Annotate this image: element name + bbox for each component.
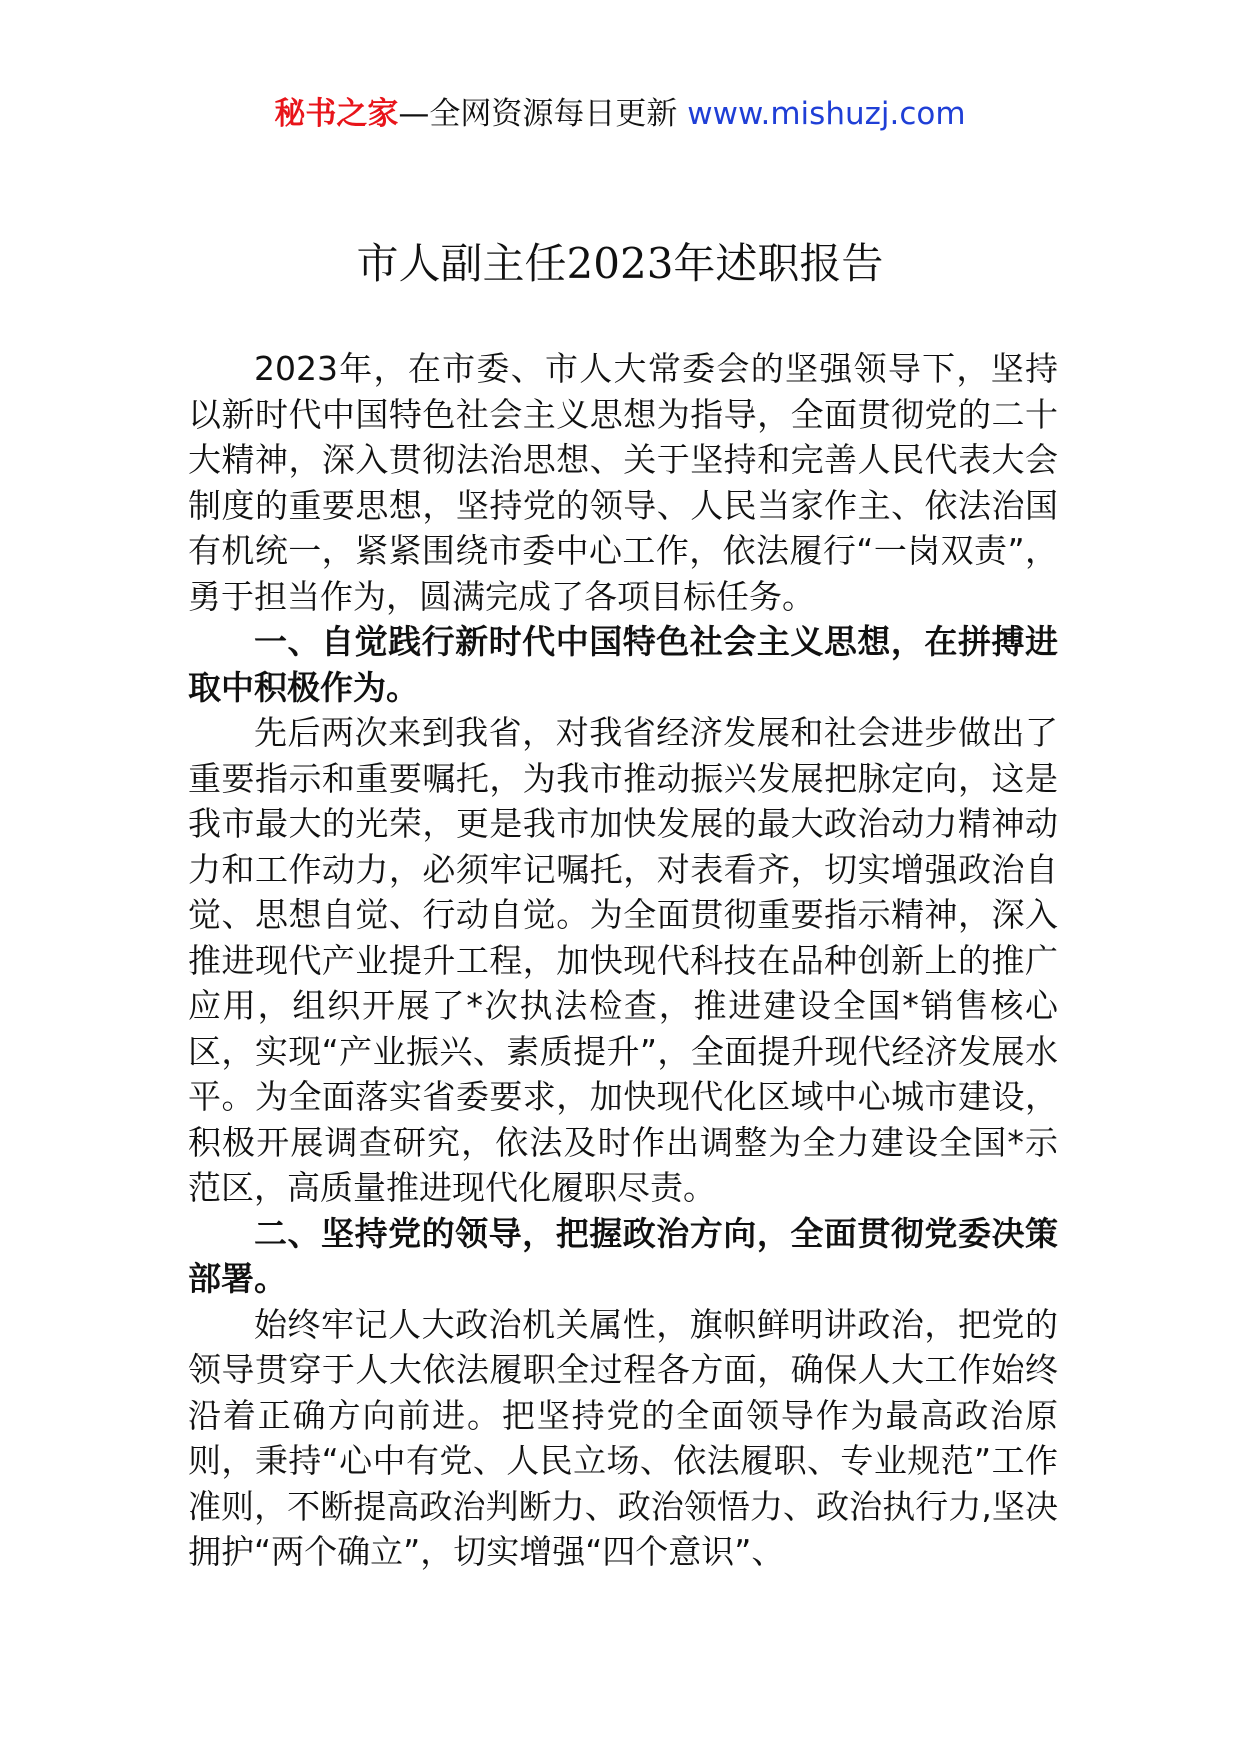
- document-body: [188, 346, 1058, 1575]
- site-brand: 秘书之家: [274, 96, 399, 132]
- document-title: 市人副主任2023年述职报告: [356, 239, 884, 288]
- paragraph-section-2: 始终牢记人大政治机关属性，旗帜鲜明讲政治，把党的领导贯穿于人大依法履职全过程各方面，确保人大工作始终沿着正确方向前进。把坚持党的全面领导作为最高政治原则，秉持“心中有党、人民立场、依法履职、专业规范”工作准则，不断提高政治判断力、政治领悟力、政治执行力,坚决拥护“两个确立”，切实增强“四个意识”、: [188, 1304, 1058, 1571]
- site-tagline: —全网资源每日更新: [398, 96, 688, 132]
- section-heading-2: 二、坚持党的领导，把握政治方向，全面贯彻党委决策部署。: [188, 1213, 1058, 1298]
- section-heading-1: 一、自觉践行新时代中国特色社会主义思想，在拼搏进取中积极作为。: [188, 622, 1058, 707]
- paragraph-intro: 2023年，在市委、市人大常委会的坚强领导下，坚持以新时代中国特色社会主义思想为指导，全面贯彻党的二十大精神，深入贯彻法治思想、关于坚持和完善人民代表大会制度的重要思想，坚持党的领导、人民当家作主、依法治国有机统一，紧紧围绕市委中心工作，依法履行“一岗双责”，勇于担当作为，圆满完成了各项目标任务。: [188, 349, 1058, 616]
- paragraph-section-1: 先后两次来到我省，对我省经济发展和社会进步做出了重要指示和重要嘱托，为我市推动振兴发展把脉定向，这是我市最大的光荣，更是我市加快发展的最大政治动力精神动力和工作动力，必须牢记嘱托，对表看齐，切实增强政治自觉、思想自觉、行动自觉。为全面贯彻重要指示精神，深入推进现代产业提升工程，加快现代科技在品种创新上的推广应用，组织开展了*次执法检查，推进建设全国*销售核心区，实现“产业振兴、素质提升”，全面提升现代经济发展水平。为全面落实省委要求，加快现代化区域中心城市建设，积极开展调查研究，依法及时作出调整为全力建设全国*示范区，高质量推进现代化履职尽责。: [188, 713, 1058, 1207]
- site-link[interactable]: www.mishuzj.com: [687, 96, 966, 132]
- site-header: [0, 94, 1240, 134]
